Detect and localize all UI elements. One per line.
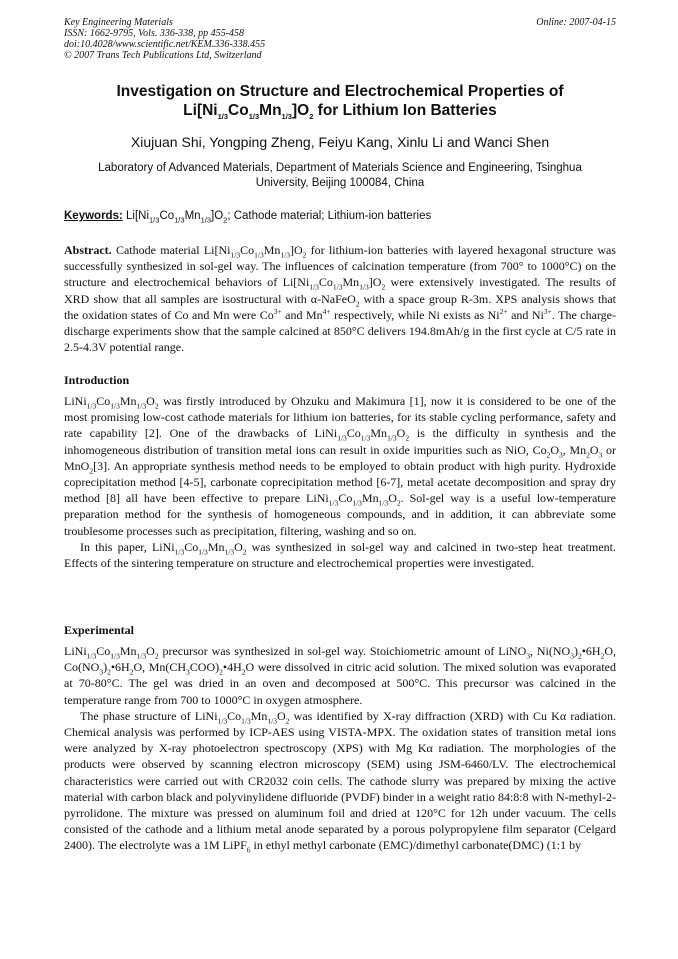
author-list: Xiujuan Shi, Yongping Zheng, Feiyu Kang, Xinlu Li and Wanci Shen <box>130 134 550 150</box>
introduction-heading: Introduction <box>64 373 130 387</box>
title-line-1: Investigation on Structure and Electrochemical Properties of <box>116 83 564 100</box>
paper-title <box>64 82 616 120</box>
keywords-line: Keywords: $Li[Ni_{1/3}Co_{1/3}Mn_{1/3}]O_2$; Cathode material; Lithium-ion batteries <box>64 210 432 225</box>
affiliation: Laboratory of Advanced Materials, Department of Materials Science and Engineering, Tsinghua University, Beijing 100084, China <box>98 162 582 189</box>
journal-header <box>64 17 616 61</box>
exp-paragraph-1: $LiNi_{1/3}Co_{1/3}Mn_{1/3}O_2$ precursor was synthesized in sol-gel way. Stoichiometric amount of LiNO$_3$, $Ni(NO_3)_2•6H_2O$, $Co(NO_3)_2•6H_2O$, $Mn(CH_3COO)_2•4H_2O$ were dissolved in citric acid solution. The mixed solution was evaporated at 70-80°C. The gel was dried in an oven and decomposed at 500°C. This precursor was calcined in the temperature range from 700 to 1000°C in oxygen atmosphere. <box>64 644 616 707</box>
abstract-label: Abstract. <box>64 243 112 257</box>
doi-line: doi:10.4028/www.scientific.net/KEM.336-338.455 <box>64 39 266 50</box>
exp-paragraph-2: The phase structure of $LiNi_{1/3}Co_{1/3}Mn_{1/3}O_2$ was identified by X-ray diffraction (XRD) with Cu Kα radiation. Chemical analysis was performed by ICP-AES using VISTA-MPX. The oxidation states of transition metal ions were analyzed by X-ray photoelectron spectroscopy (XPS) with Mg Kα radiation. The morphologies of the products were observed by scanning electron microscopy (SEM) using JSM-6460/LV. The electrochemical characteristics were carried out with CR2032 coin cells. The cathode slurry was prepared by mixing the active material with carbon black and polyvinylidene difluoride (PVDF) binder in a weight ratio 84:8:8 with N-methyl-2-pyrrolidone. The mixture was pressed on aluminum foil and dried at 120°C for 12h under vacuum. The cells consisted of the cathode and a lithium metal anode separated by a porous polypropylene film separator (Celgard 2400). The electrolyte was a 1M LiPF$_6$ in ethyl methyl carbonate (EMC)/dimethyl carbonate(DMC) (1:1 by <box>64 708 617 855</box>
keywords-label: Keywords: <box>64 210 123 222</box>
issn-line: ISSN: 1662-9795, Vols. 336-338, pp 455-458 <box>64 28 244 39</box>
intro-paragraph-2: In this paper, $LiNi_{1/3}Co_{1/3}Mn_{1/3}O_2$ was synthesized in sol-gel way and calcined in two-step heat treatment. Effects of the sintering temperature on structure and electrochemical properties were investigated. <box>64 539 616 571</box>
abstract-paragraph: Abstract. Cathode material $Li[Ni_{1/3}Co_{1/3}Mn_{1/3}]O_2$ for lithium-ion batteries with layered hexagonal structure was successfully synthesized in sol-gel way. The influences of calcination temperature (from 700° to 1000°C) on the structure and electrochemical behaviors of $Li[Ni_{1/3}Co_{1/3}Mn_{1/3}]O_2$ were extensively investigated. The results of XRD show that all samples are isostructural with α-NaFeO$_2$ with a space group R-3m. XPS analysis shows that the oxidation states of Co and Mn were $Co^{3+}$ and $Mn^{4+}$ respectively, while Ni exists as $Ni^{2+}$ and $Ni^{3+}$. The charge-discharge experiments show that the sample calcined at 850°C delivers 194.8mAh/g in the first cycle at C/5 rate in 2.5-4.3V potential range. <box>64 243 616 355</box>
intro-paragraph-1: $LiNi_{1/3}Co_{1/3}Mn_{1/3}O_2$ was firstly introduced by Ohzuku and Makimura [1], now it is considered to be one of the most promising low-cost cathode materials for lithium ion batteries, for its stable cycling performance, safety and rate capability [2]. One of the drawbacks of $LiNi_{1/3}Co_{1/3}Mn_{1/3}O_2$ is the difficulty in synthesis and the inhomogeneous distribution of transition metal ions can result in oxide impurities such as NiO, $Co_2O_3$, $Mn_2O_3$ or MnO$_2$[3]. An appropriate synthesis method needs to be employed to obtain product with high purity. Hydroxide coprecipitation method [4-5], carbonate coprecipitation method [6-7], metal acetate decomposition and spray dry method [8] all have been effective to prepare $LiNi_{1/3}Co_{1/3}Mn_{1/3}O_2$. Sol-gel way is a useful low-temperature preparation method for the synthesis of homogeneous compounds, and in addition, it can abbreviate some troublesome processes such as precipitation, filtering, washing and so on. <box>64 394 616 538</box>
experimental-heading: Experimental <box>64 623 134 637</box>
introduction-body <box>64 393 616 571</box>
copyright-line: © 2007 Trans Tech Publications Ltd, Switzerland <box>64 50 262 61</box>
journal-name: Key Engineering Materials <box>64 17 173 28</box>
title-line-2: $Li[Ni_{1/3}Co_{1/3}Mn_{1/3}]O_2$ for Lithium Ion Batteries <box>183 102 497 122</box>
online-date: Online: 2007-04-15 <box>536 17 616 28</box>
experimental-body <box>64 643 616 854</box>
